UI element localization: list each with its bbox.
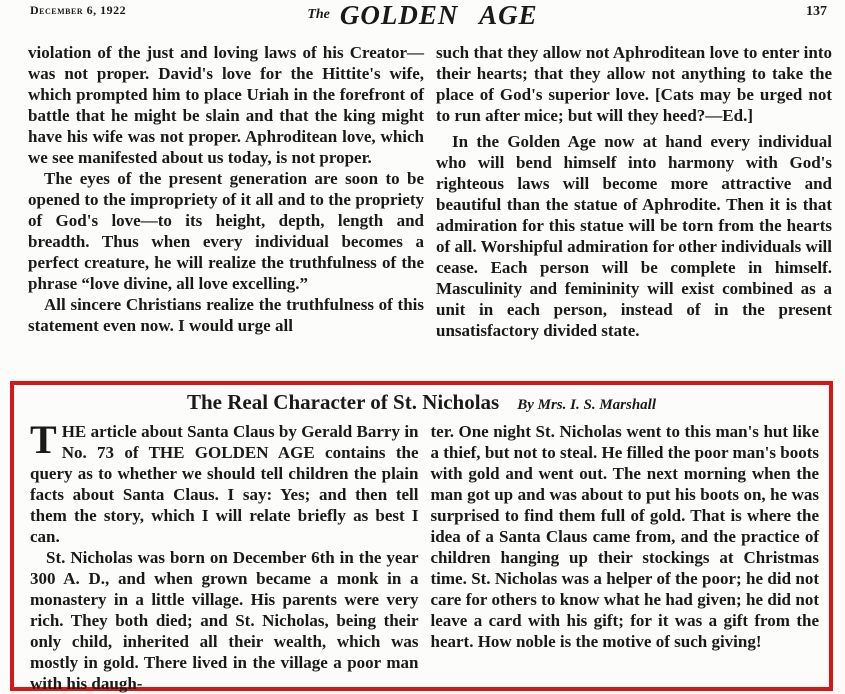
highlighted-article-box (10, 381, 833, 691)
page-header (0, 0, 845, 40)
article-columns (14, 417, 829, 694)
masthead-the: The (307, 7, 330, 22)
paragraph: St. Nicholas was born on December 6th in the year 300 A. D., and when grown became a monk in a monastery in a little village. His parents were very rich. They both died; and St. Nicholas, being their only child, inherited all their wealth, which was mostly in gold. There lived in the village a poor man with his daugh- (30, 548, 419, 693)
article-right-column (431, 421, 820, 694)
drop-cap: T (30, 417, 57, 462)
left-column (28, 42, 424, 341)
paragraph (30, 417, 419, 547)
masthead (0, 0, 845, 31)
paragraph-text: HE article about Santa Claus by Gerald Barry in No. 73 of THE GOLDEN AGE contains the query as to whether we should tell children the plain facts about Santa Claus. I say: Yes; and then tell them the story, which I will relate briefly as best I can. (30, 422, 419, 546)
right-column (436, 42, 832, 341)
page-number: 137 (806, 4, 827, 19)
article-byline: By Mrs. I. S. Marshall (517, 397, 657, 413)
article-title: The Real Character of St. Nicholas (186, 390, 500, 414)
paragraph: violation of the just and loving laws of his Creator—was not proper. David's love for the Hittite's wife, which prompted him to place Uriah in the forefront of battle that he might be slain and that the king might have his wife was not proper. Aphroditean love, which we see manifested about us today, is not proper. (28, 43, 424, 167)
paragraph: such that they allow not Aphroditean love to enter into their hearts; that they allow not anything to take the place of God's superior love. [Cats may be urged not to run after mice; but will they heed?—Ed.] (436, 43, 832, 125)
paragraph: All sincere Christians realize the truthfulness of this statement even now. I would urge all (28, 295, 424, 335)
article-left-column (30, 417, 419, 694)
paragraph: The eyes of the present generation are soon to be opened to the impropriety of it all and to the propriety of God's love—to its height, depth, length and breadth. Thus when every individual becomes a perfect creature, he will realize the truthfulness of the phrase “love divine, all love excelling.” (28, 169, 424, 293)
top-section (0, 42, 845, 341)
issue-date: December 6, 1922 (30, 3, 127, 17)
masthead-title: GOLDEN AGE (339, 0, 538, 30)
paragraph: In the Golden Age now at hand every individual who will bend himself into harmony with God's righteous laws will become more attractive and beautiful than the statue of Aphrodite. Then it is that admiration for this statue will be torn from the hearts of all. Worshipful admiration for other individuals will cease. Each person will be complete in himself. Masculinity and femininity will exist combined as a unit in each person, instead of in the present unsatisfactory divided state. (436, 132, 832, 340)
article-heading (14, 389, 829, 416)
paragraph: ter. One night St. Nicholas went to this man's hut like a thief, but not to steal. He filled the poor man's boots with gold and went out. The next morning when the man got up and was about to put his boots on, he was surprised to find them full of gold. That is where the idea of a Santa Claus came from, and the practice of children hanging up their stockings at Christmas time. St. Nicholas was a helper of the poor; he did not care for others to know what he had given; he did not leave a card with his gift; for it was a gift from the heart. How noble is the motive of such giving! (430, 422, 819, 651)
